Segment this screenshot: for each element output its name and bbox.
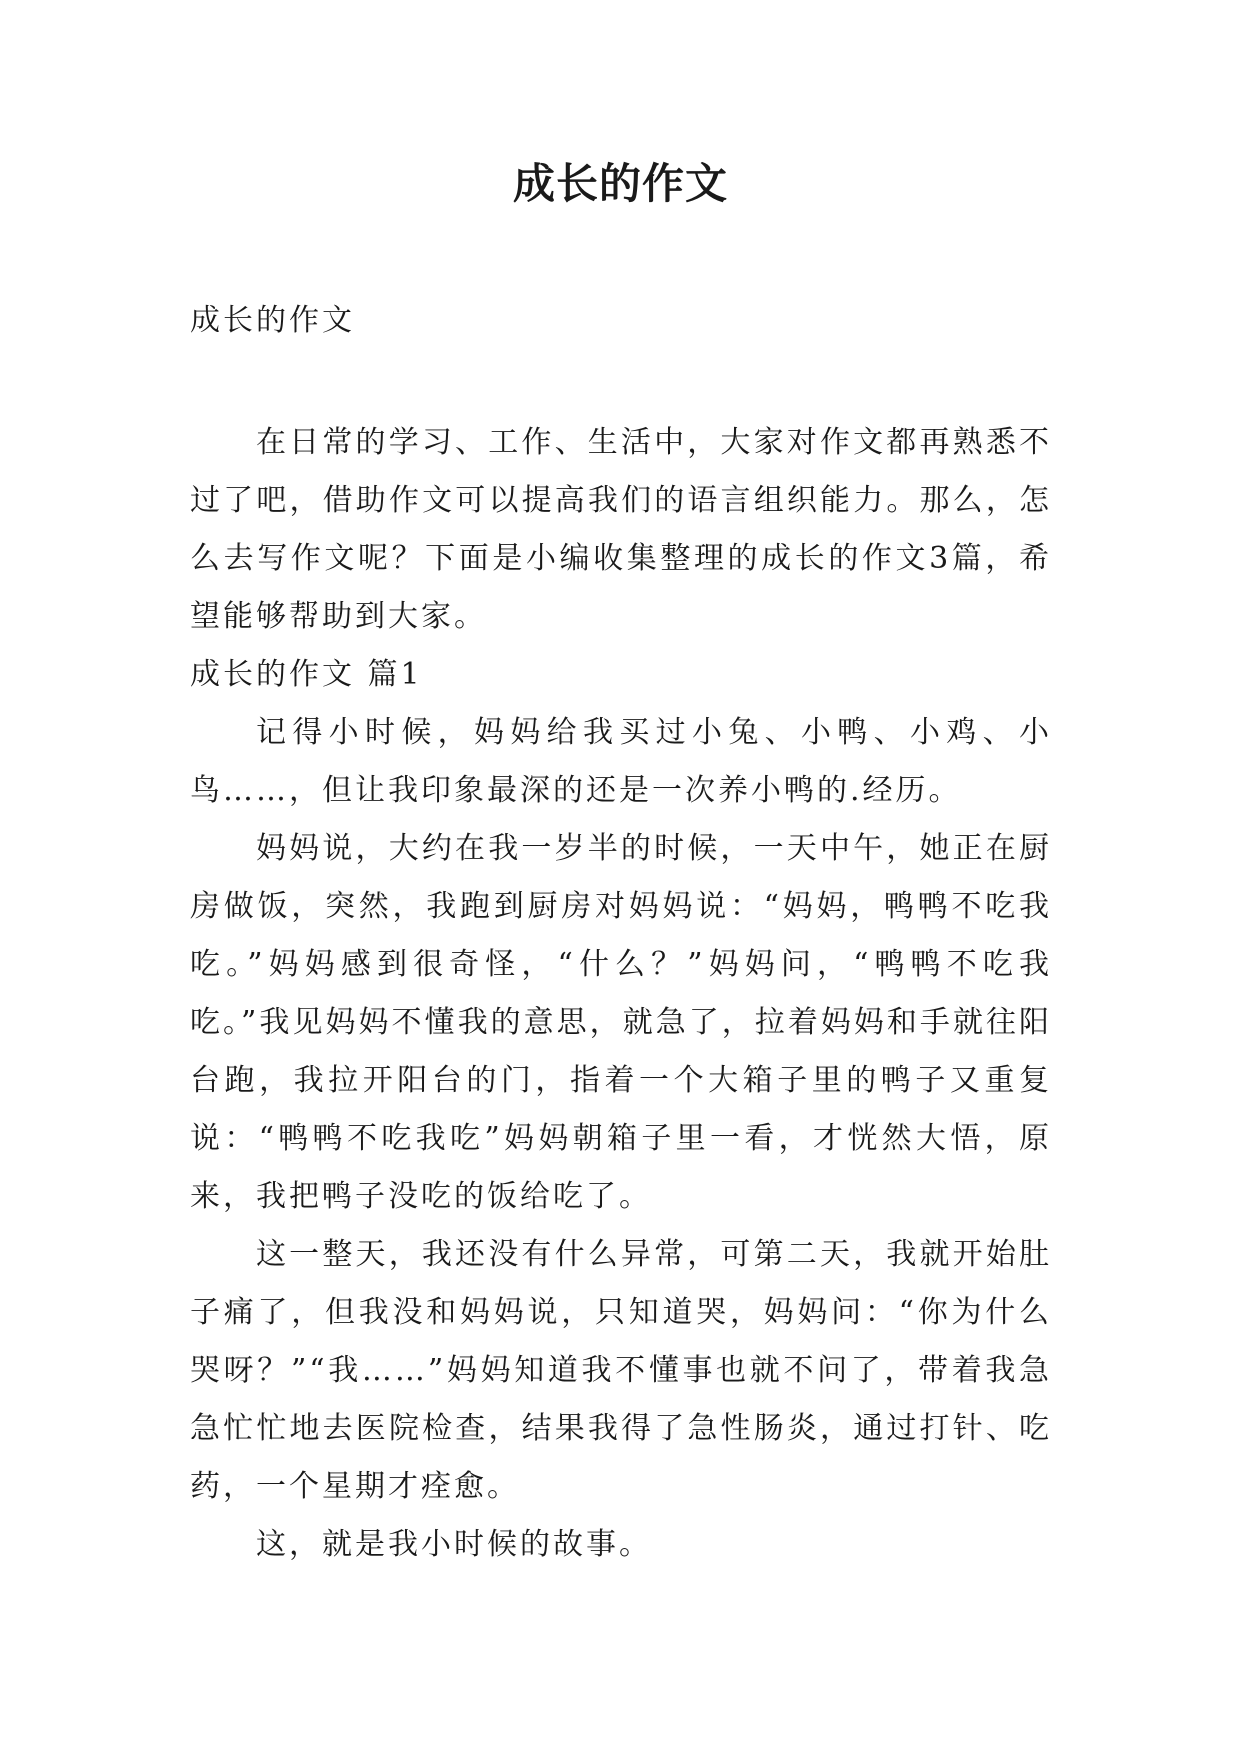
story-paragraph: 记得小时候，妈妈给我买过小兔、小鸭、小鸡、小鸟……，但让我印象最深的还是一次养小鸭的.经历。 <box>190 715 1052 808</box>
document-body <box>190 292 1052 1574</box>
document-title: 成长的作文 <box>512 159 728 208</box>
story-paragraph: 这一整天，我还没有什么异常，可第二天，我就开始肚子痛了，但我没和妈妈说，只知道哭，妈妈问：“你为什么哭呀？”“我……”妈妈知道我不懂事也就不问了，带着我急急忙忙地去医院检查，结果我得了急性肠炎，通过打针、吃药，一个星期才痊愈。 <box>190 1237 1052 1504</box>
story-paragraph: 这，就是我小时候的故事。 <box>256 1527 652 1562</box>
document-subtitle: 成长的作文 <box>190 303 355 338</box>
story-paragraph: 妈妈说，大约在我一岁半的时候，一天中午，她正在厨房做饭，突然，我跑到厨房对妈妈说：“妈妈，鸭鸭不吃我吃。”妈妈感到很奇怪，“什么？”妈妈问，“鸭鸭不吃我吃。”我见妈妈不懂我的意思，就急了，拉着妈妈和手就往阳台跑，我拉开阳台的门，指着一个大箱子里的鸭子又重复说：“鸭鸭不吃我吃”妈妈朝箱子里一看，才恍然大悟，原来，我把鸭子没吃的饭给吃了。 <box>190 831 1052 1214</box>
spacer <box>190 350 1052 414</box>
section-heading: 成长的作文 篇1 <box>190 657 423 692</box>
intro-paragraph: 在日常的学习、工作、生活中，大家对作文都再熟悉不过了吧，借助作文可以提高我们的语言组织能力。那么，怎么去写作文呢？下面是小编收集整理的成长的作文3篇，希望能够帮助到大家。 <box>190 425 1052 634</box>
